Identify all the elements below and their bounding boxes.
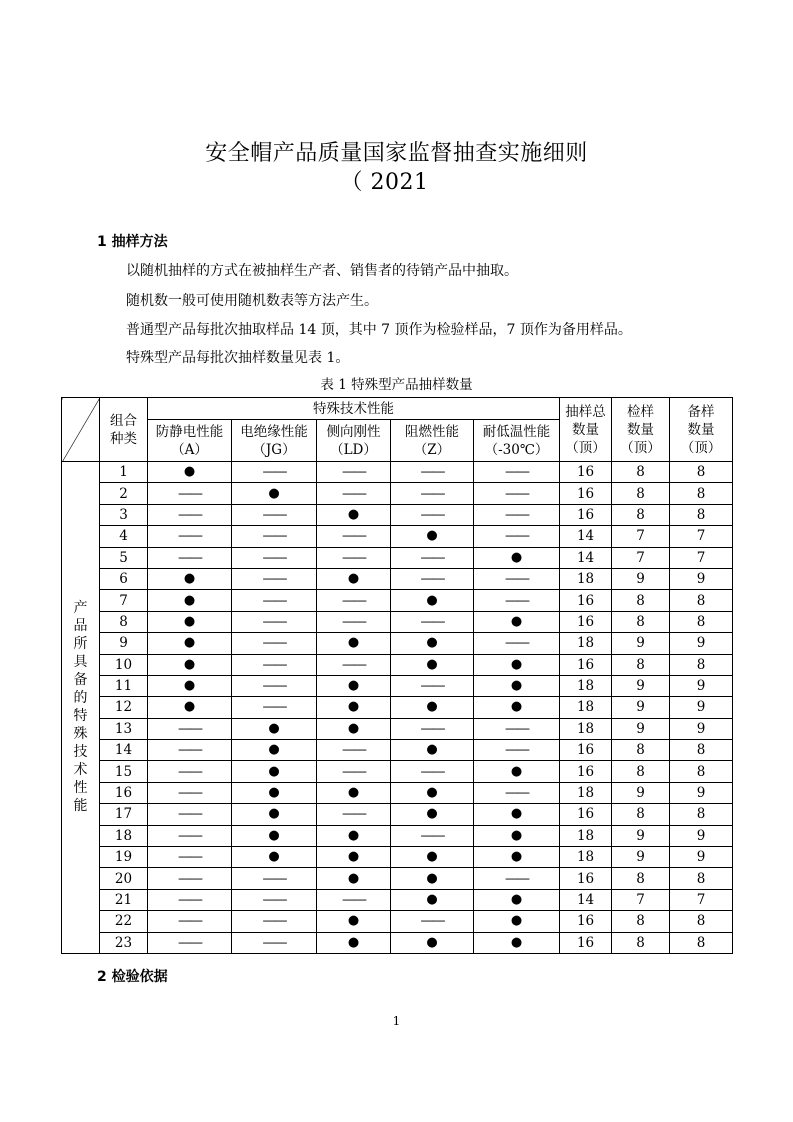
included-mark: ● (474, 911, 560, 932)
table-row (62, 740, 733, 761)
included-mark: ● (474, 847, 560, 868)
inspect-quantity-cell: 7 (612, 526, 670, 547)
spare-quantity-cell: 8 (670, 932, 733, 953)
not-included-mark: —— (391, 675, 474, 696)
combo-id-cell: 6 (100, 568, 148, 589)
table-row (62, 825, 733, 846)
not-included-mark: —— (232, 675, 317, 696)
not-included-mark: —— (148, 718, 232, 739)
table-row (62, 547, 733, 568)
diagonal-header-cell (62, 398, 100, 462)
total-quantity-cell: 16 (560, 911, 612, 932)
not-included-mark: —— (317, 526, 391, 547)
not-included-mark: —— (391, 568, 474, 589)
combo-type-header: 组合 种类 (100, 398, 148, 462)
total-quantity-cell: 16 (560, 761, 612, 782)
not-included-mark: —— (232, 526, 317, 547)
included-mark: ● (148, 633, 232, 654)
insulation-header: 电绝缘性能 （JG） (232, 420, 317, 462)
included-mark: ● (391, 526, 474, 547)
spare-quantity-cell: 9 (670, 675, 733, 696)
flame-retardant-header: 阻燃性能 （Z） (391, 420, 474, 462)
included-mark: ● (148, 611, 232, 632)
included-mark: ● (317, 504, 391, 525)
not-included-mark: —— (391, 611, 474, 632)
spare-quantity-cell: 8 (670, 804, 733, 825)
total-quantity-cell: 16 (560, 483, 612, 504)
combo-id-cell: 14 (100, 740, 148, 761)
included-mark: ● (391, 782, 474, 803)
inspect-quantity-cell: 9 (612, 718, 670, 739)
not-included-mark: —— (317, 590, 391, 611)
not-included-mark: —— (391, 462, 474, 483)
not-included-mark: —— (317, 654, 391, 675)
not-included-mark: —— (148, 547, 232, 568)
included-mark: ● (232, 782, 317, 803)
not-included-mark: —— (232, 462, 317, 483)
included-mark: ● (148, 675, 232, 696)
combo-id-cell: 13 (100, 718, 148, 739)
total-quantity-cell: 16 (560, 654, 612, 675)
combo-id-cell: 19 (100, 847, 148, 868)
not-included-mark: —— (232, 911, 317, 932)
spare-quantity-cell: 8 (670, 611, 733, 632)
table-row (62, 911, 733, 932)
not-included-mark: —— (148, 740, 232, 761)
spare-quantity-cell: 8 (670, 911, 733, 932)
combo-id-cell: 17 (100, 804, 148, 825)
spare-quantity-cell: 9 (670, 697, 733, 718)
not-included-mark: —— (391, 761, 474, 782)
not-included-mark: —— (317, 462, 391, 483)
not-included-mark: —— (148, 504, 232, 525)
inspect-quantity-cell: 9 (612, 847, 670, 868)
combo-id-cell: 10 (100, 654, 148, 675)
table-row (62, 697, 733, 718)
table-row (62, 483, 733, 504)
lateral-rigidity-header: 侧向刚性 （LD） (317, 420, 391, 462)
not-included-mark: —— (148, 847, 232, 868)
total-quantity-cell: 16 (560, 462, 612, 483)
spare-quantity-cell: 8 (670, 740, 733, 761)
sampling-quantity-table (61, 397, 733, 954)
not-included-mark: —— (148, 868, 232, 889)
included-mark: ● (232, 483, 317, 504)
included-mark: ● (474, 889, 560, 910)
total-quantity-cell: 18 (560, 675, 612, 696)
included-mark: ● (232, 847, 317, 868)
included-mark: ● (148, 568, 232, 589)
included-mark: ● (474, 761, 560, 782)
paragraph-sampling-method: 以随机抽样的方式在被抽样生产者、销售者的待销产品中抽取。 (126, 263, 518, 279)
inspect-quantity-cell: 8 (612, 868, 670, 889)
spare-quantity-cell: 7 (670, 889, 733, 910)
included-mark: ● (232, 804, 317, 825)
inspect-quantity-cell: 9 (612, 568, 670, 589)
inspect-quantity-cell: 8 (612, 504, 670, 525)
inspect-quantity-cell: 9 (612, 633, 670, 654)
not-included-mark: —— (148, 483, 232, 504)
inspect-quantity-cell: 8 (612, 740, 670, 761)
not-included-mark: —— (317, 761, 391, 782)
combo-id-cell: 18 (100, 825, 148, 846)
included-mark: ● (232, 718, 317, 739)
not-included-mark: —— (148, 889, 232, 910)
document-title: 安全帽产品质量国家监督抽查实施细则 (205, 141, 588, 166)
total-quantity-cell: 14 (560, 547, 612, 568)
table-row (62, 804, 733, 825)
not-included-mark: —— (317, 804, 391, 825)
not-included-mark: —— (148, 932, 232, 953)
combo-id-cell: 7 (100, 590, 148, 611)
inspect-quantity-header: 检样 数量 （顶） (612, 398, 670, 462)
not-included-mark: —— (317, 547, 391, 568)
not-included-mark: —— (474, 590, 560, 611)
included-mark: ● (317, 911, 391, 932)
combo-id-cell: 5 (100, 547, 148, 568)
spare-quantity-cell: 9 (670, 633, 733, 654)
included-mark: ● (391, 847, 474, 868)
inspect-quantity-cell: 8 (612, 911, 670, 932)
table-row (62, 526, 733, 547)
combo-id-cell: 1 (100, 462, 148, 483)
inspect-quantity-cell: 8 (612, 590, 670, 611)
combo-id-cell: 15 (100, 761, 148, 782)
not-included-mark: —— (232, 697, 317, 718)
total-quantity-cell: 18 (560, 568, 612, 589)
table-row (62, 889, 733, 910)
spare-quantity-cell: 7 (670, 526, 733, 547)
total-quantity-cell: 16 (560, 740, 612, 761)
not-included-mark: —— (474, 462, 560, 483)
included-mark: ● (148, 697, 232, 718)
not-included-mark: —— (232, 654, 317, 675)
not-included-mark: —— (317, 889, 391, 910)
spare-quantity-cell: 9 (670, 718, 733, 739)
table-row (62, 847, 733, 868)
special-tech-header: 特殊技术性能 (148, 398, 560, 420)
combo-id-cell: 16 (100, 782, 148, 803)
total-quantity-cell: 18 (560, 697, 612, 718)
included-mark: ● (317, 932, 391, 953)
included-mark: ● (391, 740, 474, 761)
not-included-mark: —— (474, 782, 560, 803)
included-mark: ● (317, 675, 391, 696)
not-included-mark: —— (317, 483, 391, 504)
total-quantity-cell: 16 (560, 804, 612, 825)
included-mark: ● (474, 675, 560, 696)
combo-id-cell: 2 (100, 483, 148, 504)
not-included-mark: —— (474, 504, 560, 525)
included-mark: ● (317, 847, 391, 868)
paragraph-random-number: 随机数一般可使用随机数表等方法产生。 (126, 293, 378, 309)
not-included-mark: —— (232, 932, 317, 953)
combo-id-cell: 20 (100, 868, 148, 889)
spare-quantity-cell: 8 (670, 654, 733, 675)
low-temperature-header: 耐低温性能 （-30℃） (474, 420, 560, 462)
table-row (62, 782, 733, 803)
included-mark: ● (232, 740, 317, 761)
combo-id-cell: 23 (100, 932, 148, 953)
included-mark: ● (474, 611, 560, 632)
total-quantity-cell: 16 (560, 932, 612, 953)
included-mark: ● (391, 697, 474, 718)
not-included-mark: —— (148, 761, 232, 782)
not-included-mark: —— (148, 825, 232, 846)
not-included-mark: —— (232, 547, 317, 568)
included-mark: ● (391, 633, 474, 654)
table-row (62, 462, 733, 483)
combo-id-cell: 22 (100, 911, 148, 932)
paragraph-special-quantity: 特殊型产品每批次抽样数量见表 1。 (126, 350, 350, 366)
total-quantity-cell: 18 (560, 782, 612, 803)
not-included-mark: —— (391, 718, 474, 739)
inspect-quantity-cell: 9 (612, 782, 670, 803)
total-quantity-cell: 16 (560, 611, 612, 632)
table-row (62, 611, 733, 632)
not-included-mark: —— (474, 526, 560, 547)
table-row (62, 504, 733, 525)
not-included-mark: —— (474, 568, 560, 589)
spare-quantity-cell: 9 (670, 847, 733, 868)
not-included-mark: —— (391, 547, 474, 568)
included-mark: ● (317, 718, 391, 739)
not-included-mark: —— (148, 804, 232, 825)
table-row (62, 675, 733, 696)
included-mark: ● (317, 697, 391, 718)
included-mark: ● (232, 761, 317, 782)
included-mark: ● (317, 825, 391, 846)
not-included-mark: —— (317, 740, 391, 761)
not-included-mark: —— (232, 611, 317, 632)
total-quantity-cell: 16 (560, 590, 612, 611)
inspect-quantity-cell: 8 (612, 761, 670, 782)
table-body (62, 462, 733, 954)
inspect-quantity-cell: 8 (612, 462, 670, 483)
spare-quantity-cell: 8 (670, 483, 733, 504)
not-included-mark: —— (317, 611, 391, 632)
included-mark: ● (391, 654, 474, 675)
total-quantity-cell: 18 (560, 633, 612, 654)
table-row (62, 654, 733, 675)
inspect-quantity-cell: 7 (612, 547, 670, 568)
not-included-mark: —— (391, 911, 474, 932)
table-row (62, 761, 733, 782)
not-included-mark: —— (474, 740, 560, 761)
inspect-quantity-cell: 9 (612, 697, 670, 718)
included-mark: ● (317, 568, 391, 589)
document-subtitle-year: （ 2021 (340, 170, 429, 195)
row-group-label: 产 品 所 具 备 的 特 殊 技 术 性 能 (62, 462, 100, 954)
included-mark: ● (474, 804, 560, 825)
inspect-quantity-cell: 8 (612, 483, 670, 504)
not-included-mark: —— (232, 633, 317, 654)
section-2-heading: 2 检验依据 (97, 969, 168, 985)
included-mark: ● (474, 697, 560, 718)
included-mark: ● (317, 868, 391, 889)
included-mark: ● (148, 654, 232, 675)
spare-quantity-cell: 9 (670, 782, 733, 803)
total-quantity-cell: 18 (560, 718, 612, 739)
total-quantity-cell: 18 (560, 825, 612, 846)
not-included-mark: —— (232, 868, 317, 889)
not-included-mark: —— (474, 483, 560, 504)
combo-id-cell: 8 (100, 611, 148, 632)
not-included-mark: —— (391, 825, 474, 846)
not-included-mark: —— (148, 911, 232, 932)
inspect-quantity-cell: 7 (612, 889, 670, 910)
table-row (62, 868, 733, 889)
section-1-heading: 1 抽样方法 (97, 234, 168, 250)
spare-quantity-cell: 8 (670, 868, 733, 889)
included-mark: ● (148, 462, 232, 483)
included-mark: ● (474, 547, 560, 568)
not-included-mark: —— (232, 568, 317, 589)
included-mark: ● (391, 932, 474, 953)
inspect-quantity-cell: 8 (612, 804, 670, 825)
included-mark: ● (474, 825, 560, 846)
table-row (62, 633, 733, 654)
included-mark: ● (474, 654, 560, 675)
spare-quantity-cell: 7 (670, 547, 733, 568)
spare-quantity-cell: 8 (670, 462, 733, 483)
inspect-quantity-cell: 8 (612, 932, 670, 953)
total-quantity-cell: 16 (560, 868, 612, 889)
included-mark: ● (391, 868, 474, 889)
combo-id-cell: 12 (100, 697, 148, 718)
total-quantity-cell: 16 (560, 504, 612, 525)
inspect-quantity-cell: 9 (612, 825, 670, 846)
table-row (62, 932, 733, 953)
table-row (62, 590, 733, 611)
total-quantity-cell: 18 (560, 847, 612, 868)
not-included-mark: —— (474, 718, 560, 739)
antistatic-header: 防静电性能 （A） (148, 420, 232, 462)
spare-quantity-cell: 8 (670, 761, 733, 782)
not-included-mark: —— (148, 526, 232, 547)
not-included-mark: —— (391, 504, 474, 525)
included-mark: ● (317, 782, 391, 803)
not-included-mark: —— (232, 889, 317, 910)
table-row (62, 718, 733, 739)
included-mark: ● (391, 889, 474, 910)
total-quantity-header: 抽样总 数量 （顶） (560, 398, 612, 462)
spare-quantity-cell: 9 (670, 825, 733, 846)
not-included-mark: —— (232, 590, 317, 611)
paragraph-ordinary-quantity: 普通型产品每批次抽取样品 14 顶，其中 7 顶作为检验样品，7 顶作为备用样品。 (126, 322, 632, 338)
not-included-mark: —— (148, 782, 232, 803)
included-mark: ● (232, 825, 317, 846)
included-mark: ● (148, 590, 232, 611)
inspect-quantity-cell: 9 (612, 675, 670, 696)
spare-quantity-cell: 8 (670, 590, 733, 611)
not-included-mark: —— (232, 504, 317, 525)
spare-quantity-cell: 9 (670, 568, 733, 589)
included-mark: ● (391, 590, 474, 611)
table-row (62, 568, 733, 589)
included-mark: ● (317, 633, 391, 654)
combo-id-cell: 9 (100, 633, 148, 654)
total-quantity-cell: 14 (560, 889, 612, 910)
inspect-quantity-cell: 8 (612, 611, 670, 632)
combo-id-cell: 21 (100, 889, 148, 910)
not-included-mark: —— (391, 483, 474, 504)
included-mark: ● (391, 804, 474, 825)
spare-quantity-cell: 8 (670, 504, 733, 525)
not-included-mark: —— (474, 868, 560, 889)
combo-id-cell: 11 (100, 675, 148, 696)
table-caption: 表 1 特殊型产品抽样数量 (320, 377, 473, 393)
combo-id-cell: 4 (100, 526, 148, 547)
inspect-quantity-cell: 8 (612, 654, 670, 675)
combo-id-cell: 3 (100, 504, 148, 525)
included-mark: ● (474, 932, 560, 953)
spare-quantity-header: 备样 数量 （顶） (670, 398, 733, 462)
total-quantity-cell: 14 (560, 526, 612, 547)
page-number: 1 (392, 1014, 401, 1028)
not-included-mark: —— (474, 633, 560, 654)
